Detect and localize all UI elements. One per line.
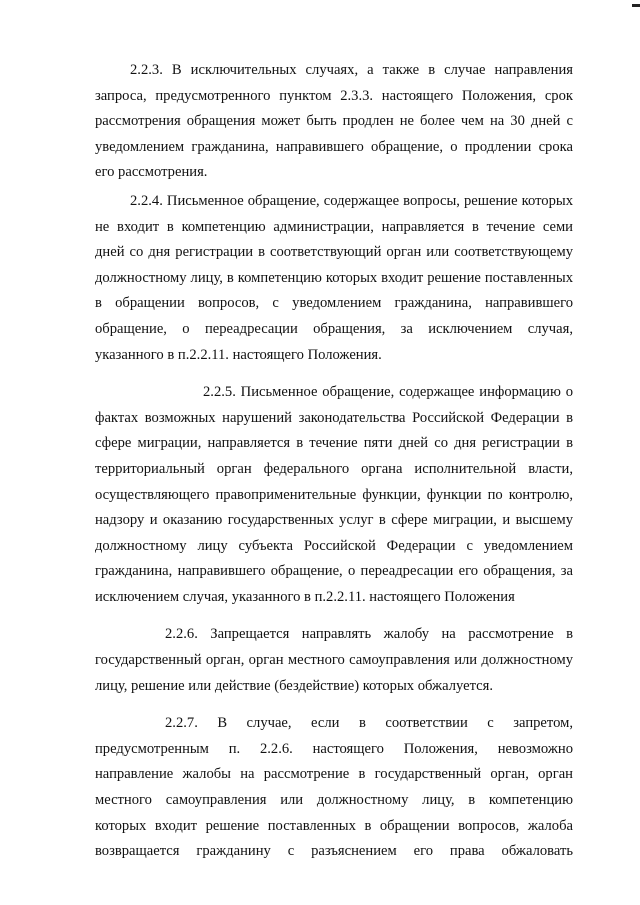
page-corner-mark <box>632 4 640 7</box>
document-body <box>95 58 573 865</box>
paragraph-2-2-4: 2.2.4. Письменное обращение, содержащее вопросы, решение которых не входит в компетенцию администрации, направляется в течение семи дней со дня регистрации в соответствующий орган или соответствующему должностному лицу, в компетенцию которых входит решение поставленных в обращении вопросов, с уведомлением гражданина, направившего обращение, о переадресации обращения, за исключением случая, указанного в п.2.2.11. настоящего Положения. <box>95 192 573 363</box>
paragraph-2-2-5: 2.2.5. Письменное обращение, содержащее информацию о фактах возможных нарушений законодательства Российской Федерации в сфере миграции, направляется в течение пяти дней со дня регистрации в территориальный орган федерального органа исполнительной власти, осуществляющего правоприменительные функции, функции по контролю, надзору и оказанию государственных услуг в сфере миграции, и высшему должностному лицу субъекта Российской Федерации с уведомлением гражданина, направившего обращение, о переадресации его обращения, за исключением случая, указанного в п.2.2.11. настоящего Положения <box>95 384 573 605</box>
paragraph-2-2-6: 2.2.6. Запрещается направлять жалобу на рассмотрение в государственный орган, орган местного самоуправления или должностному лицу, решение или действие (бездействие) которых обжалуется. <box>95 626 573 694</box>
paragraph-2-2-7: 2.2.7. В случае, если в соответствии с запретом, предусмотренным п. 2.2.6. настоящего Положения, невозможно направление жалобы на рассмотрение в государственный орган, орган местного самоуправления или должностному лицу, в компетенцию которых входит решение поставленных в обращении вопросов, жалоба возвращается гражданину с разъяснением его права обжаловать <box>95 715 573 860</box>
paragraph-2-2-3: 2.2.3. В исключительных случаях, а также в случае направления запроса, предусмотренного пунктом 2.3.3. настоящего Положения, срок рассмотрения обращения может быть продлен не более чем на 30 дней с уведомлением гражданина, направившего обращение, о продлении срока его рассмотрения. <box>95 62 573 181</box>
